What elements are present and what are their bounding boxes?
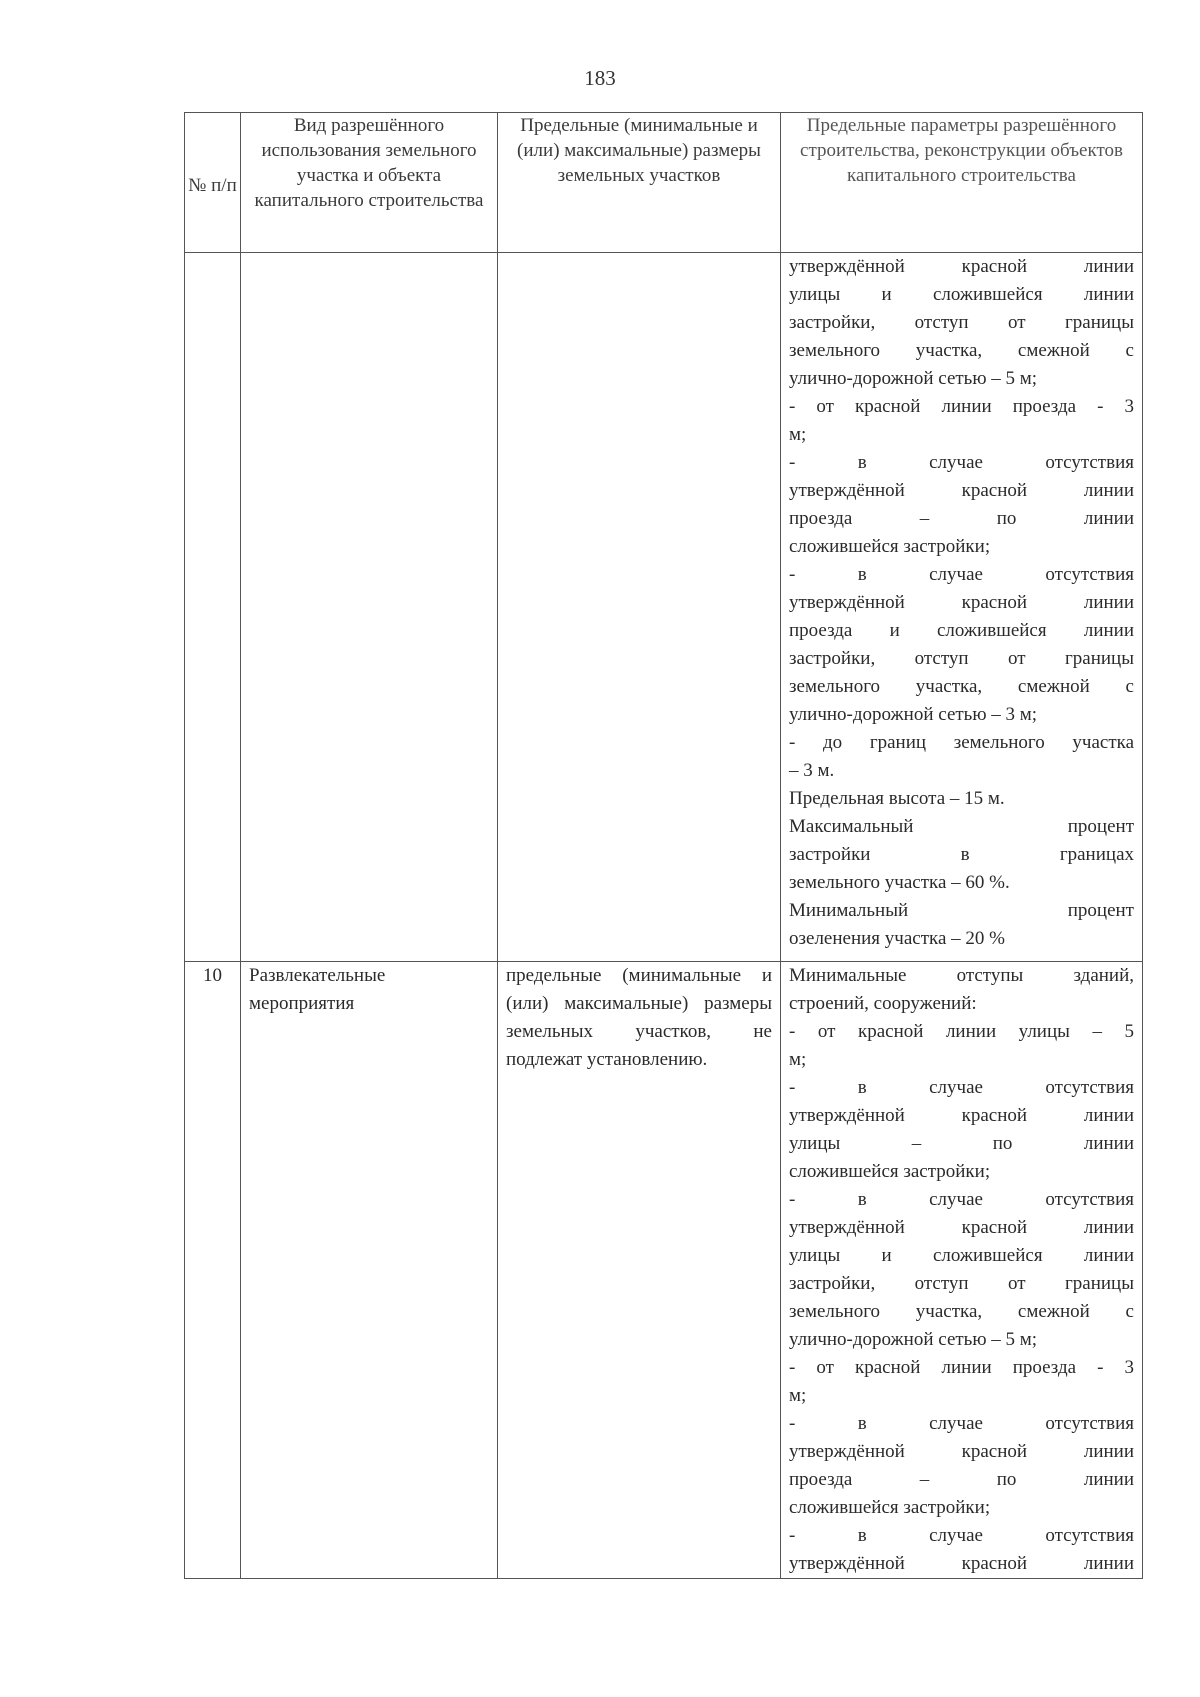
param-line: улицы и сложившейся линии (789, 1245, 1134, 1266)
param-line: проезда – по линии (789, 1469, 1134, 1490)
param-line: улично-дорожной сетью – 5 м; (789, 368, 1038, 389)
param-line: утверждённой красной линии (789, 256, 1134, 277)
table-row-10 (185, 962, 1143, 1579)
param-line: сложившейся застройки; (789, 1497, 991, 1518)
param-line: земельного участка, смежной с (789, 340, 1134, 361)
param-line: - до границ земельного участка (789, 732, 1134, 753)
param-line: проезда – по линии (789, 508, 1134, 529)
param-line: Минимальные отступы зданий, (789, 965, 1134, 986)
param-line: м; (789, 1049, 807, 1070)
param-line: сложившейся застройки; (789, 536, 991, 557)
param-line: застройки в границах (789, 844, 1134, 865)
row-continued-sizes (498, 253, 781, 962)
regulations-table (184, 112, 1143, 1579)
param-line: - в случае отсутствия (789, 1525, 1134, 1546)
param-line: земельного участка – 60 %. (789, 872, 1010, 893)
param-line: земельного участка, смежной с (789, 1301, 1134, 1322)
param-line: - от красной линии проезда - 3 (789, 1357, 1134, 1378)
table-row-continued (185, 253, 1143, 962)
param-line: - в случае отсутствия (789, 452, 1134, 473)
param-line: утверждённой красной линии (789, 1217, 1134, 1238)
param-line: Предельная высота – 15 м. (789, 788, 1005, 809)
param-line: сложившейся застройки; (789, 1161, 991, 1182)
param-line: м; (789, 1385, 807, 1406)
row-10-number: 10 (185, 962, 241, 1579)
param-line: утверждённой красной линии (789, 1441, 1134, 1462)
param-line: м; (789, 424, 807, 445)
param-line: улицы – по линии (789, 1133, 1134, 1154)
param-line: улично-дорожной сетью – 5 м; (789, 1329, 1038, 1350)
params-text-row-10 (789, 962, 1134, 1578)
param-line: Максимальный процент (789, 816, 1134, 837)
row-continued-params (781, 253, 1143, 962)
param-line: застройки, отступ от границы (789, 648, 1134, 669)
param-line: утверждённой красной линии (789, 480, 1134, 501)
row-continued-number (185, 253, 241, 962)
param-line: утверждённой красной линии (789, 1105, 1134, 1126)
param-line: строений, сооружений: (789, 993, 977, 1014)
param-line: - в случае отсутствия (789, 1189, 1134, 1210)
param-line: улицы и сложившейся линии (789, 284, 1134, 305)
param-line: озеленения участка – 20 % (789, 928, 1005, 949)
row-10-params (781, 962, 1143, 1579)
param-line: Минимальный процент (789, 900, 1134, 921)
row-continued-kind (241, 253, 498, 962)
param-line: застройки, отступ от границы (789, 1273, 1134, 1294)
param-line: земельного участка, смежной с (789, 676, 1134, 697)
param-line: - в случае отсутствия (789, 1413, 1134, 1434)
row-10-sizes: предельные (минимальные и (или) максимальные) размеры земельных участков, не подлежат установлению. (498, 962, 781, 1579)
row-10-kind: Развлекательные мероприятия (241, 962, 498, 1579)
param-line: - от красной линии проезда - 3 (789, 396, 1134, 417)
header-params: Предельные параметры разрешённого строительства, реконструкции объектов капитального строительства (781, 113, 1143, 253)
param-line: проезда и сложившейся линии (789, 620, 1134, 641)
header-number: № п/п (185, 113, 241, 253)
param-line: – 3 м. (789, 760, 835, 781)
params-text-continued (789, 253, 1134, 953)
page-number: 183 (584, 66, 616, 90)
param-line: утверждённой красной линии (789, 592, 1134, 613)
param-line: улично-дорожной сетью – 3 м; (789, 704, 1038, 725)
header-sizes: Предельные (минимальные и (или) максимальные) размеры земельных участков (498, 113, 781, 253)
table-header-row (185, 113, 1143, 253)
header-kind: Вид разрешённого использования земельного участка и объекта капитального строительства (241, 113, 498, 253)
param-line: застройки, отступ от границы (789, 312, 1134, 333)
param-line: утверждённой красной линии (789, 1553, 1134, 1574)
param-line: - в случае отсутствия (789, 564, 1134, 585)
param-line: - в случае отсутствия (789, 1077, 1134, 1098)
param-line: - от красной линии улицы – 5 (789, 1021, 1134, 1042)
